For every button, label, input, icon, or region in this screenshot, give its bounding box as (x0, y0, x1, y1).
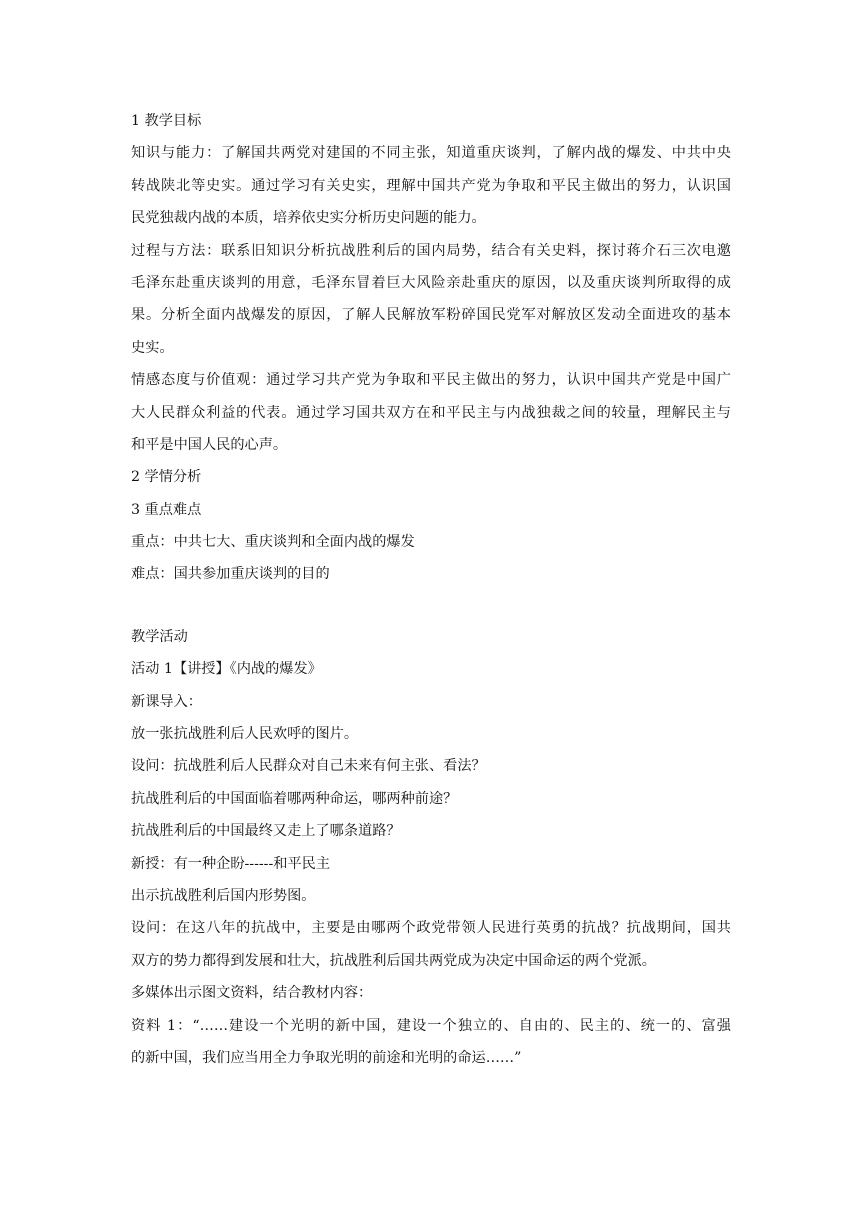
section-heading-key-points: 3 重点难点 (131, 501, 202, 518)
knowledge-line-1: 知识与能力：了解国共两党对建国的不同主张，知道重庆谈判，了解内战的爆发、中共中央 (131, 145, 731, 162)
knowledge-line-3: 民党独裁内战的本质，培养依史实分析历史问题的能力。 (131, 210, 486, 227)
activity1-title: 活动 1【讲授】《内战的爆发》 (131, 661, 322, 678)
document-body (131, 109, 731, 1078)
emotion-line-2: 大人民群众利益的代表。通过学习国共双方在和平民主与内战独裁之间的较量，理解民主与 (131, 404, 731, 421)
material1-line-1: 资料 1：“……建设一个光明的新中国，建设一个独立的、自由的、民主的、统一的、富强 (131, 1017, 731, 1034)
section-heading-student-analysis: 2 学情分析 (131, 469, 202, 486)
process-line-1: 过程与方法：联系旧知识分析抗战胜利后的国内局势，结合有关史料，探讨蒋介石三次电邀 (131, 242, 731, 259)
emotion-line-3: 和平是中国人民的心声。 (131, 436, 288, 453)
knowledge-line-2: 转战陕北等史实。通过学习有关史实，理解中国共产党为争取和平民主做出的努力，认识国 (131, 177, 731, 194)
section-heading-teaching-goals: 1 教学目标 (131, 113, 202, 129)
media-line: 多媒体出示图文资料，结合教材内容： (131, 985, 373, 1002)
material1-line-2: 的新中国，我们应当用全力争取光明的前途和光明的命运……” (131, 1049, 522, 1066)
difficult-point-line: 难点：国共参加重庆谈判的目的 (131, 566, 330, 583)
activity-line-4: 抗战胜利后的中国最终又走上了哪条道路？ (131, 823, 401, 840)
activity-line-5: 新授：有一种企盼------和平民主 (131, 855, 331, 872)
process-line-4: 史实。 (131, 339, 174, 356)
activity-line-1: 放一张抗战胜利后人民欢呼的图片。 (131, 726, 359, 743)
activity-line-6: 出示抗战胜利后国内形势图。 (131, 887, 316, 904)
question-line-1: 设问：在这八年的抗战中，主要是由哪两个政党带领人民进行英勇的抗战？抗战期间，国共 (131, 920, 731, 937)
question-line-2: 双方的势力都得到发展和壮大，抗战胜利后国共两党成为决定中国命运的两个党派。 (131, 952, 656, 969)
emotion-line-1: 情感态度与价值观：通过学习共产党为争取和平民主做出的努力，认识中国共产党是中国广 (131, 372, 731, 389)
activity-line-2: 设问：抗战胜利后人民群众对自己未来有何主张、看法？ (131, 758, 486, 775)
process-line-3: 果。分析全面内战爆发的原因，了解人民解放军粉碎国民党军对解放区发动全面进攻的基本 (131, 307, 731, 324)
section-spacer (131, 595, 731, 625)
process-line-2: 毛泽东赴重庆谈判的用意，毛泽东冒着巨大风险亲赴重庆的原因，以及重庆谈判所取得的成 (131, 274, 731, 291)
intro-label: 新课导入： (131, 693, 202, 710)
activities-heading: 教学活动 (131, 628, 188, 645)
key-point-line: 重点：中共七大、重庆谈判和全面内战的爆发 (131, 534, 415, 551)
activity-line-3: 抗战胜利后的中国面临着哪两种命运，哪两种前途？ (131, 790, 458, 807)
